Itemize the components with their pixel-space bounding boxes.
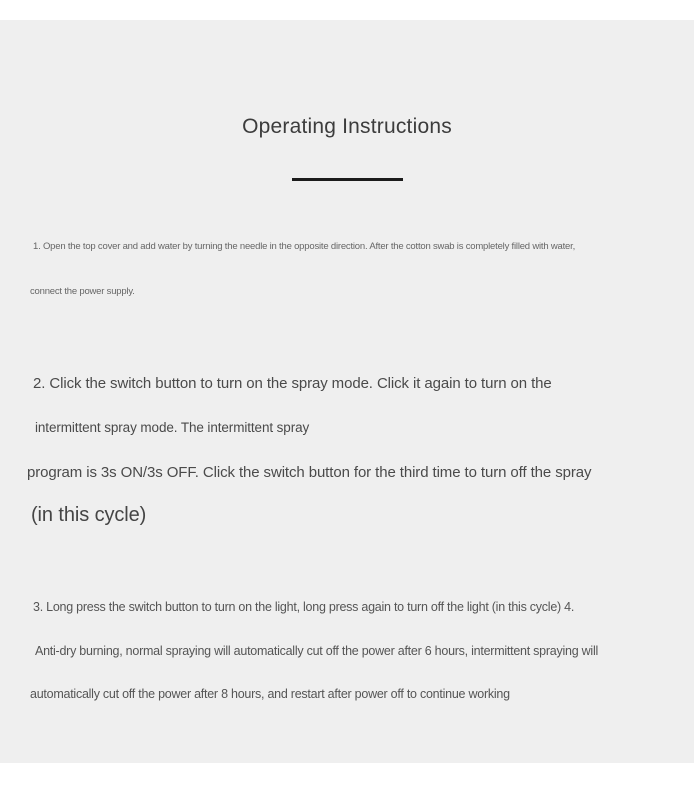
- step2-text-line3: program is 3s ON/3s OFF. Click the switch button for the third time to turn off the spray: [27, 464, 592, 481]
- step3-text-line2: Anti-dry burning, normal spraying will automatically cut off the power after 6 hours, intermittent spraying will: [35, 644, 599, 658]
- step3-text-line1: 3. Long press the switch button to turn on the light, long press again to turn off the light (in this cycle) 4.: [33, 600, 575, 614]
- step2-text-line2: intermittent spray mode. The intermittent spray: [35, 420, 310, 435]
- step2-text-line1: 2. Click the switch button to turn on the spray mode. Click it again to turn on the: [33, 375, 552, 392]
- step1-text-line1: 1. Open the top cover and add water by turning the needle in the opposite direction. After the cotton swab is completely filled with water,: [33, 241, 576, 252]
- step2-text-line4: (in this cycle): [31, 504, 147, 526]
- step3-text-line3: automatically cut off the power after 8 hours, and restart after power off to continue working: [30, 687, 510, 701]
- instructions-panel: [0, 20, 694, 763]
- title-divider: [292, 178, 403, 181]
- page-title: Operating Instructions: [242, 115, 452, 138]
- step1-text-line2: connect the power supply.: [30, 286, 135, 297]
